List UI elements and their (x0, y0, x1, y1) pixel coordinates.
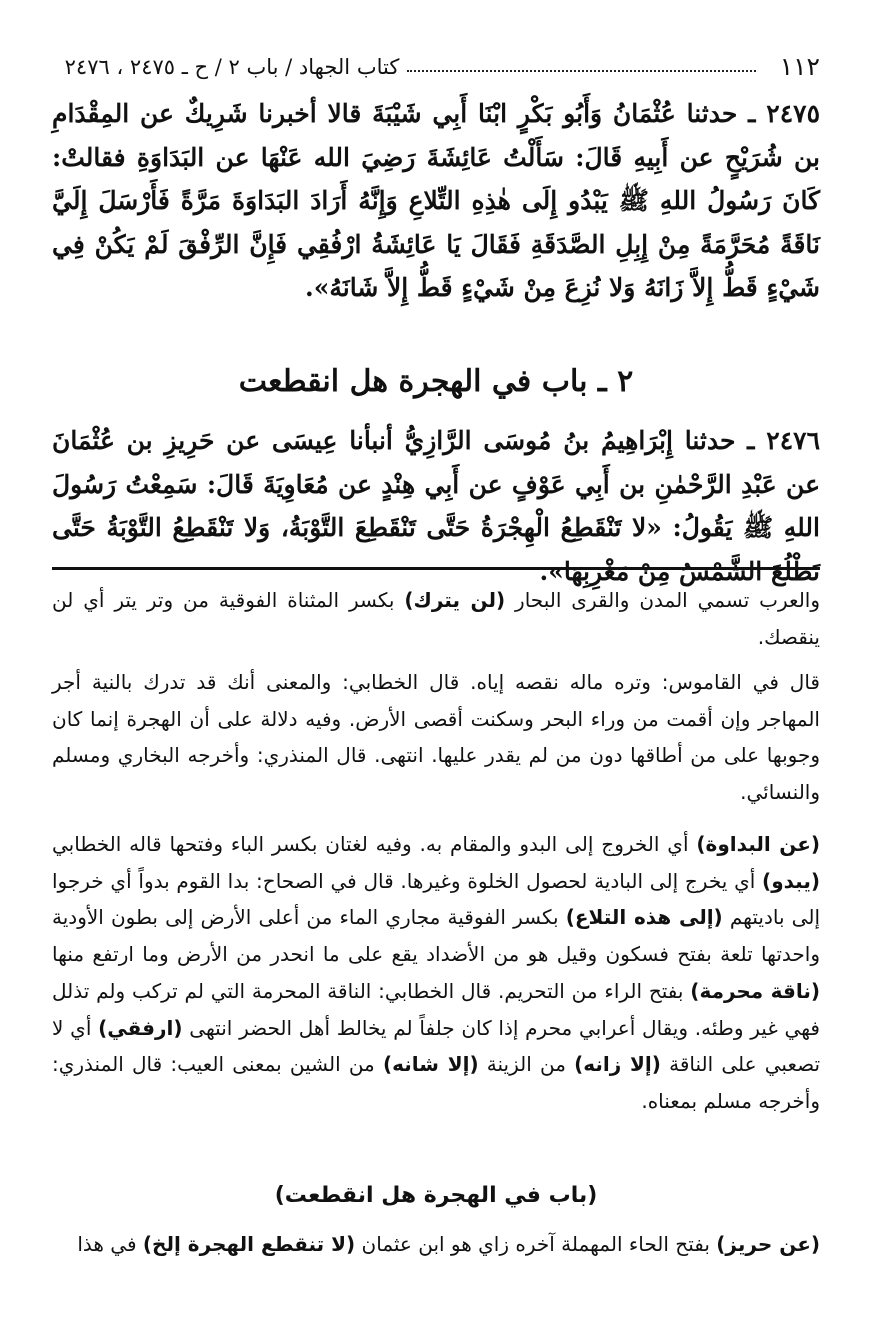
commentary-term: (إلا زانه) (574, 1052, 661, 1077)
commentary-text: أي لا تصعبي على الناقة (52, 1015, 821, 1077)
commentary-term: (يبدو) (762, 868, 820, 893)
commentary-term: (إلى هذه التلاع) (565, 905, 723, 930)
commentary-text: في هذا (77, 1232, 143, 1256)
hadith-number: ٢٤٧٦ (766, 426, 820, 455)
header-dotted-leader (407, 70, 756, 72)
commentary-text: أي الخروج إلى البدو والمقام به. وفيه لغتان بكسر الباء وفتحها قاله الخطابي (52, 832, 697, 856)
commentary-paragraph-4 (52, 1226, 820, 1263)
commentary-term: (عن حريز) (716, 1232, 820, 1256)
commentary-paragraph-1 (52, 582, 820, 655)
page-number: ١١٢ (779, 52, 820, 81)
chapter-title: ٢ ـ باب في الهجرة هل انقطعت (238, 364, 634, 399)
commentary-term: (إلا شانه) (382, 1052, 479, 1077)
commentary-text: من الشين بمعنى العيب: قال المنذري: وأخرجه مسلم بمعناه. (52, 1052, 820, 1113)
commentary-term: (ناقة محرمة) (690, 978, 820, 1003)
commentary-term: (لا تنقطع الهجرة إلخ) (142, 1232, 356, 1256)
commentary-text: بكسر الفوقية مجاري الماء من أعلى الأرض إلى بطون الأودية واحدتها تلعة بفتح فسكون وقيل هو من الأضداد يقع على ما انحدر من الأرض وما ارتفع منها (52, 905, 820, 967)
hadith-text: ـ حدثنا عُثْمَانُ وَأَبُو بَكْرٍ ابْنَا أَبِي شَيْبَةَ قالا أخبرنا شَرِيكٌ عن المِقْدَامِ بن شُرَيْحٍ عن أَبِيهِ قَالَ: سَأَلْتُ عَائِشَةَ رَضِيَ الله عَنْهَا عن البَدَاوَةِ فقالتْ: كَانَ رَسُولُ اللهِ ﷺ يَبْدُو إِلَى هٰذِهِ التِّلاعِ وَإِنَّهُ أَرَادَ البَدَاوَةَ مَرَّةً فَأَرْسَلَ إِلَيَّ نَاقَةً مُحَرَّمَةً مِنْ إِبِلِ الصَّدَقَةِ فَقَالَ يَا عَائِشَةُ ارْفُقِي فَإِنَّ الرِّفْقَ لَمْ يَكُنْ فِي شَيْءٍ قَطُّ إِلاَّ زَانَهُ وَلا نُزِعَ مِنْ شَيْءٍ قَطُّ إِلاَّ شَانَهُ». (52, 99, 820, 303)
commentary-text: بفتح الراء من التحريم. قال الخطابي: الناقة المحرمة التي لم تركب ولم تذلل فهي غير وطئه. ويقال أعرابي محرم إذا كان جلفاً لم يخالط أهل الحضر انتهى (52, 978, 820, 1040)
page-header (62, 52, 820, 86)
hadith-number: ٢٤٧٥ (766, 99, 820, 128)
commentary-text: بكسر المثناة الفوقية من وتر يتر أي لن ينقصك. (52, 588, 820, 649)
commentary-paragraph-2: قال في القاموس: وتره ماله نقصه إياه. قال الخطابي: والمعنى أنك قد تدرك بالنية أجر المهاجر وإن أقمت من وراء البحر وسكنت أقصى الأرض. وفيه دلالة على أن الهجرة إنما كان وجوبها على من أطاقها دون من لم يقدر عليها. انتهى. قال المنذري: وأخرجه البخاري ومسلم والنسائي. (52, 670, 820, 805)
commentary-term: (لن يترك) (404, 588, 506, 612)
commentary-text: من الزينة (478, 1052, 575, 1077)
running-head: كتاب الجهاد / باب ٢ / ح ـ ٢٤٧٥ ، ٢٤٧٦ (64, 55, 400, 79)
hadith-text: ـ حدثنا إِبْرَاهِيمُ بنُ مُوسَى الرَّازِيُّ أنبأنا عِيسَى عن حَرِيزِ بن عُثْمَانَ عن عَبْدِ الرَّحْمٰنِ بن أَبِي عَوْفٍ عن أَبِي هِنْدٍ عن مُعَاوِيَةَ قَالَ: سَمِعْتُ رَسُولَ اللهِ ﷺ يَقُولُ: «لا تَنْقَطِعُ الْهِجْرَةُ حَتَّى تَنْقَطِعَ التَّوْبَةُ، وَلا تَنْقَطِعُ التَّوْبَةُ حَتَّى تَطْلُعَ الشَّمْسُ مِنْ مَغْرِبِهَا». (52, 426, 820, 586)
commentary-chapter-heading: (باب في الهجرة هل انقطعت) (274, 1183, 598, 1208)
hadith-2475 (52, 92, 820, 310)
footnote-divider (52, 567, 820, 570)
commentary-paragraph-3 (52, 826, 820, 1120)
commentary-text: أي يخرج إلى البادية لحصول الخلوة وغيرها. قال في الصحاح: بدا القوم بدواً أي خرجوا إلى باديتهم (52, 868, 821, 930)
commentary-text: والعرب تسمي المدن والقرى البحار (505, 588, 821, 612)
commentary-text: بفتح الحاء المهملة آخره زاي هو ابن عثمان (355, 1232, 717, 1256)
commentary-term: (عن البداوة) (696, 832, 820, 856)
commentary-term: (ارفقي) (98, 1015, 183, 1040)
